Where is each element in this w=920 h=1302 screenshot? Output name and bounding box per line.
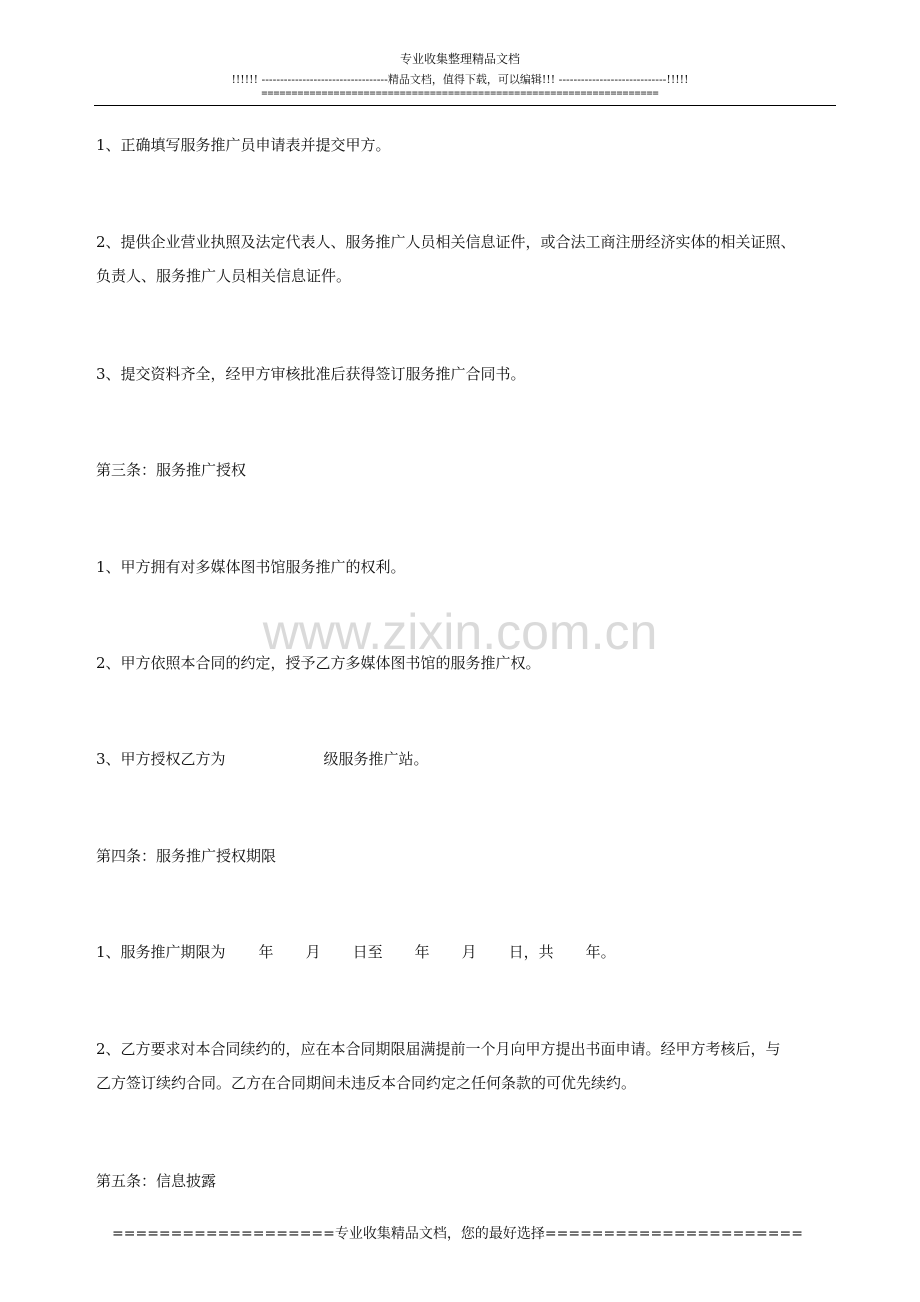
article-4-title: 第四条：服务推广授权期限 — [96, 847, 277, 865]
article-4-item-2-line-2: 乙方签订续约合同。乙方在合同期间未违反本合同约定之任何条款的可优先续约。 — [96, 1074, 637, 1092]
watermark: www.zixin.com.cn — [262, 604, 658, 660]
article-5-title: 第五条：信息披露 — [96, 1172, 217, 1190]
term-start-year: 年 — [258, 943, 274, 961]
article-4-item-2 — [96, 1032, 836, 1100]
paragraph-2 — [96, 225, 836, 293]
article-3-item-2: 2、甲方依照本合同的约定，授予乙方多媒体图书馆的服务推广权。 — [96, 654, 541, 672]
footer-text: ===================专业收集精品文档，您的最好选择====================== — [112, 1226, 803, 1242]
term-start-day: 日至 — [352, 943, 383, 961]
article-3-item-3-suffix: 级服务推广站。 — [323, 750, 429, 768]
paragraph-2-line-1: 2、提供企业营业执照及法定代表人、服务推广人员相关信息证件，或合法工商注册经济实体的相关证照、 — [96, 233, 796, 251]
paragraph-2-line-2: 负责人、服务推广人员相关信息证件。 — [96, 267, 352, 285]
term-start-month: 月 — [305, 943, 321, 961]
header-divider-text: ================================================================== — [261, 88, 659, 99]
article-3-item-1: 1、甲方拥有对多媒体图书馆服务推广的权利。 — [96, 558, 406, 576]
article-3-item-3 — [96, 742, 836, 776]
term-end-month: 月 — [461, 943, 477, 961]
header-rule — [94, 105, 836, 106]
article-4-item-2-line-1: 2、乙方要求对本合同续约的，应在本合同期限届满提前一个月向甲方提出书面申请。经甲方考核后，与 — [96, 1040, 781, 1058]
article-4-item-1 — [96, 935, 836, 969]
term-total-years: 年。 — [585, 943, 616, 961]
article-3-item-3-prefix: 3、甲方授权乙方为 — [96, 750, 226, 768]
header-subtitle: !!!!!! ----------------------------------精品文档，值得下载，可以编辑!!! -----------------------------!!!!! — [231, 73, 689, 86]
paragraph-1: 1、正确填写服务推广员申请表并提交甲方。 — [96, 136, 391, 154]
paragraph-3: 3、提交资料齐全，经甲方审核批准后获得签订服务推广合同书。 — [96, 365, 526, 383]
article-3-title: 第三条：服务推广授权 — [96, 461, 247, 479]
term-end-year: 年 — [414, 943, 430, 961]
term-prefix: 1、服务推广期限为 — [96, 943, 226, 961]
term-end-day: 日，共 — [508, 943, 554, 961]
header-title: 专业收集整理精品文档 — [399, 52, 520, 66]
